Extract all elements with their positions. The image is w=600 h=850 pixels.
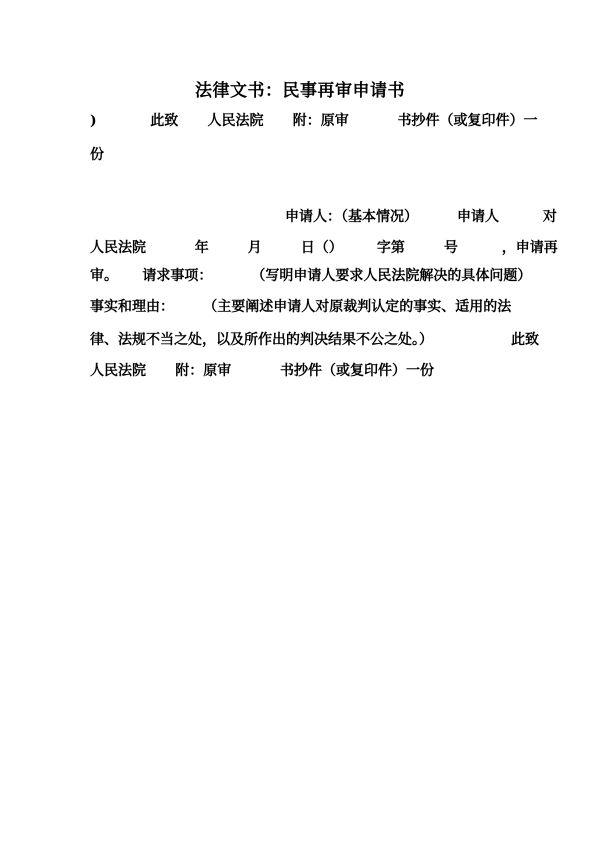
text-line-2: 份 <box>90 147 104 163</box>
text-line-3: 申请人：（基本情况） 申请人 对 <box>90 209 557 225</box>
text-line-1: ) 此致 人民法院 附：原审 书抄件（或复印件）一 <box>90 113 538 129</box>
text-line-7: 律、法规不当之处，以及所作出的判决结果不公之处。） 此致 <box>90 332 539 348</box>
text-line-6: 事实和理由： （主要阐述申请人对原裁判认定的事实、适用的法 <box>90 299 512 315</box>
text-line-8: 人民法院 附：原审 书抄件（或复印件）一份 <box>90 363 434 379</box>
text-line-4: 人民法院 年 月 日（） 字第 号 ，申请再 <box>90 240 558 256</box>
text-line-5: 审。 请求事项： （写明申请人要求人民法院解决的具体问题） <box>90 268 532 284</box>
document-title: 法律文书：民事再审申请书 <box>195 81 405 101</box>
